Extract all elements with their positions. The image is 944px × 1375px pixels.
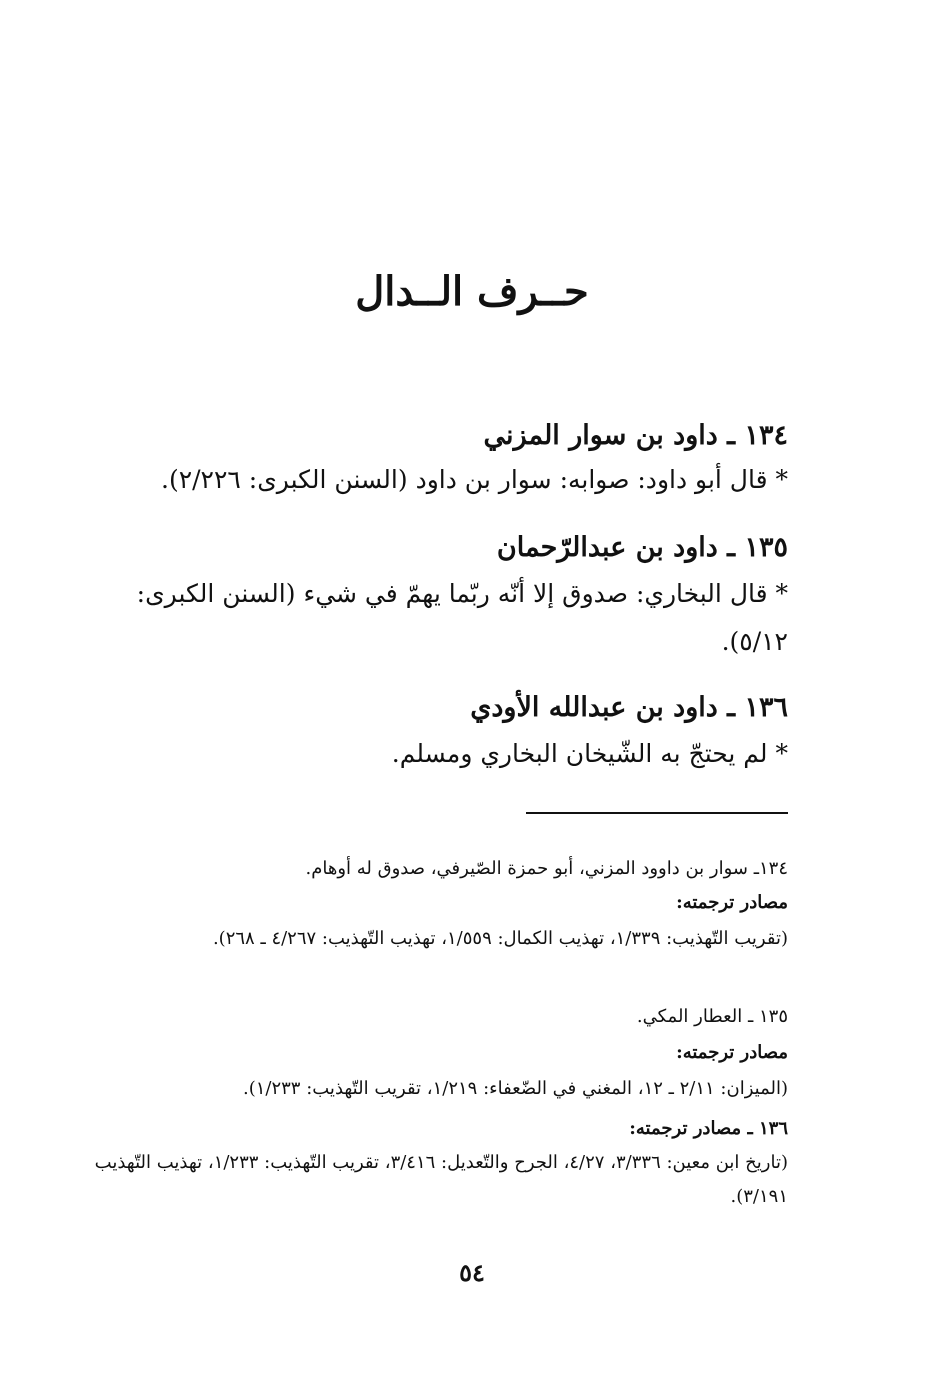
footnote-134-line: ١٣٤ـ سوار بن داوود المزني، أبو حمزة الصّيرفي، صدوق له أوهام. bbox=[305, 858, 788, 879]
entry-text-136: * لم يحتجّ به الشّيخان البخاري ومسلم. bbox=[391, 739, 788, 768]
footnote-135-sources: (الميزان: ٢/١١ ـ ١٢، المغني في الضّعفاء: ١/٢١٩، تقريب التّهذيب: ١/٢٣٣). bbox=[242, 1078, 788, 1099]
entry-heading-136: ١٣٦ ـ داود بن عبدالله الأودي bbox=[470, 692, 788, 723]
footnote-134-sources-label: مصادر ترجمته: bbox=[676, 892, 788, 913]
entry-heading-134: ١٣٤ ـ داود بن سوار المزني bbox=[483, 420, 788, 451]
footnote-separator bbox=[526, 812, 788, 814]
page-number: ٥٤ bbox=[459, 1258, 485, 1287]
footnote-135-sources-label: مصادر ترجمته: bbox=[676, 1042, 788, 1063]
footnote-134-sources: (تقريب التّهذيب: ١/٣٣٩، تهذيب الكمال: ١/٥٥٩، تهذيب التّهذيب: ٤/٢٦٧ ـ ٢٦٨). bbox=[212, 928, 788, 949]
footnote-136-sources: (تاريخ ابن معين: ٣/٣٣٦، ٤/٢٧، الجرح والتّعديل: ٣/٤١٦، تقريب التّهذيب: ١/٢٣٣، تهذيب التّهذيب ٣/١٩١). bbox=[94, 1152, 788, 1207]
entry-heading-135: ١٣٥ ـ داود بن عبدالرّحمان bbox=[496, 532, 788, 563]
entry-text-135: * قال البخاري: صدوق إلا أنّه ربّما يهمّ في شيء (السنن الكبرى: ٥/١٢). bbox=[136, 579, 788, 656]
footnote-135-line: ١٣٥ ـ العطار المكي. bbox=[636, 1006, 788, 1027]
entry-text-134: * قال أبو داود: صوابه: سوار بن داود (السنن الكبرى: ٢/٢٢٦). bbox=[161, 465, 788, 494]
footnote-136-sources-label: ١٣٦ ـ مصادر ترجمته: bbox=[629, 1118, 788, 1139]
chapter-title: حــرف الــدال bbox=[355, 268, 589, 315]
